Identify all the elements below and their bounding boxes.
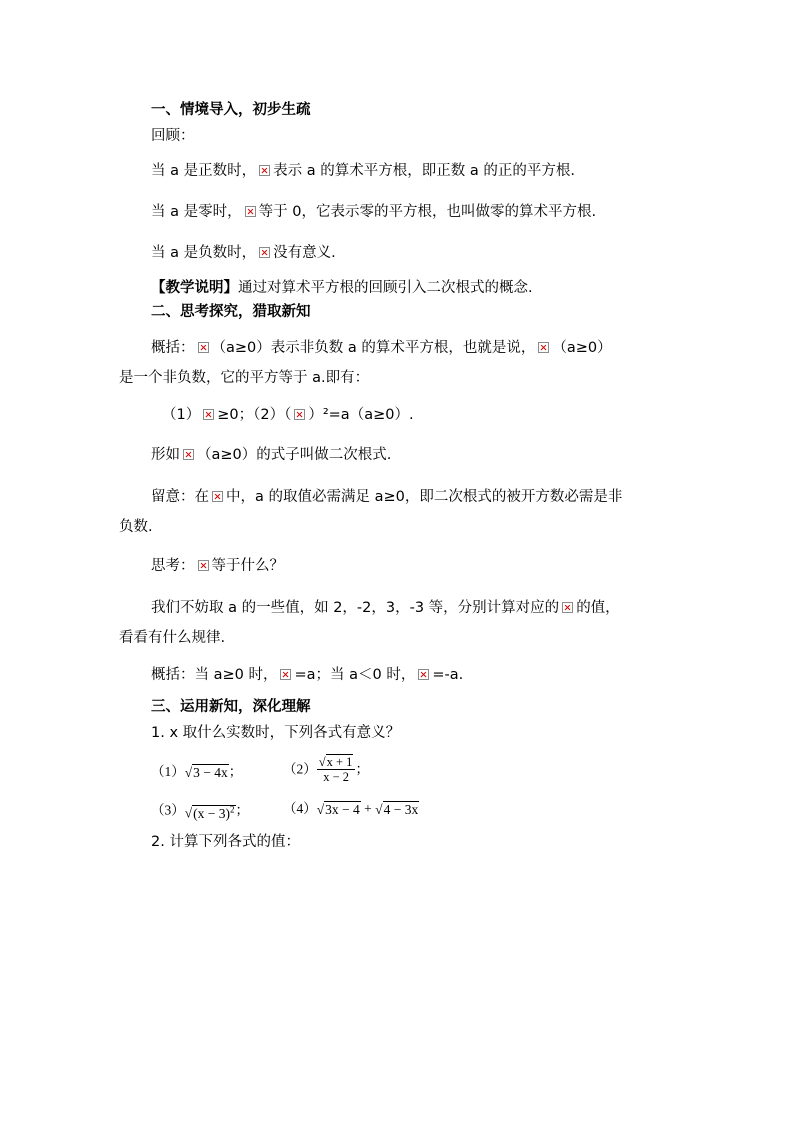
section-1-heading: 一、情境导入，初步生疏 xyxy=(151,102,311,118)
q1-item-4 xyxy=(283,800,419,819)
q1-item-3-label: （3） xyxy=(151,802,185,818)
case-positive-text: 表示 a 的算术平方根，即正数 a 的正的平方根. xyxy=(273,163,575,179)
radicand xyxy=(192,805,235,821)
summary-2-mid: =a；当 a＜0 时， xyxy=(294,667,416,683)
case-zero xyxy=(151,203,596,221)
explore-line-1 xyxy=(151,599,620,617)
broken-image-icon xyxy=(198,560,209,571)
sqrt-expression: √3x − 4 xyxy=(316,801,360,817)
q1-item-1 xyxy=(151,763,242,782)
summary-1-line-2: 是一个非负数，它的平方等于 a.即有： xyxy=(119,370,370,386)
broken-image-icon xyxy=(183,449,194,460)
summary-1-text: （a≥0）表示非负数 a 的算术平方根，也就是说， xyxy=(211,340,536,356)
teaching-note-text: 通过对算术平方根的回顾引入二次根式的概念. xyxy=(238,280,533,296)
explore-line-2: 看看有什么规律. xyxy=(119,630,226,646)
explore-tail: 的值， xyxy=(576,600,620,616)
q1-item-3-end: ； xyxy=(235,802,250,818)
caution-text: 中，a 的取值必需满足 a≥0，即二次根式的被开方数必需是非 xyxy=(226,489,623,505)
broken-image-icon xyxy=(259,247,270,258)
property-1-label: （1） xyxy=(162,407,201,423)
broken-image-icon xyxy=(418,669,429,680)
teaching-note xyxy=(151,279,533,297)
case-positive xyxy=(151,162,575,180)
q1-item-2-end: ； xyxy=(355,761,369,777)
summary-2-lead: 概括：当 a≥0 时， xyxy=(151,667,278,683)
caution-line-2: 负数. xyxy=(119,519,153,535)
radicand-base: (x − 3) xyxy=(193,805,231,821)
numerator: √x + 1 xyxy=(317,755,356,770)
summary-2-end: =-a. xyxy=(432,667,464,683)
broken-image-icon xyxy=(245,206,256,217)
case-negative-lead: 当 a 是负数时， xyxy=(151,245,257,261)
section-2-heading: 二、思考探究，猎取新知 xyxy=(151,304,311,320)
broken-image-icon xyxy=(203,409,214,420)
definition-lead: 形如 xyxy=(151,447,180,463)
definition xyxy=(151,446,391,464)
think-question xyxy=(151,557,284,575)
section-3-heading: 三、运用新知，深化理解 xyxy=(151,699,311,715)
case-negative-text: 没有意义. xyxy=(273,245,336,261)
plus-sign: + xyxy=(364,801,372,816)
q1-item-1-end: ； xyxy=(228,764,243,779)
properties xyxy=(162,406,414,424)
numerator-radicand: x + 1 xyxy=(326,755,353,769)
think-text: 等于什么？ xyxy=(211,558,284,574)
q1-item-4-label: （4） xyxy=(283,801,317,816)
summary-1-line-1 xyxy=(151,339,612,357)
broken-image-icon xyxy=(212,491,223,502)
case-zero-text: 等于 0，它表示零的平方根，也叫做零的算术平方根. xyxy=(258,204,597,220)
sqrt-expression: √4 − 3x xyxy=(375,801,419,817)
q1-item-3 xyxy=(151,800,249,823)
q1-item-2 xyxy=(283,755,369,784)
exponent: 2 xyxy=(230,804,235,814)
broken-image-icon xyxy=(280,669,291,680)
broken-image-icon xyxy=(294,409,305,420)
definition-text: （a≥0）的式子叫做二次根式. xyxy=(197,447,392,463)
broken-image-icon xyxy=(198,342,209,353)
summary-1-cond: （a≥0） xyxy=(552,340,612,356)
think-lead: 思考： xyxy=(151,558,195,574)
teaching-note-tag: 【教学说明】 xyxy=(151,280,238,296)
sqrt-expression: √3 − 4x xyxy=(184,764,228,780)
question-1: 1. x 取什么实数时，下列各式有意义？ xyxy=(151,725,401,741)
radicand: 4 − 3x xyxy=(383,801,419,817)
question-2: 2. 计算下列各式的值： xyxy=(151,834,300,850)
explore-text: 我们不妨取 a 的一些值，如 2，-2，3，-3 等，分别计算对应的 xyxy=(151,600,560,616)
broken-image-icon xyxy=(259,165,270,176)
case-negative xyxy=(151,244,336,262)
case-zero-lead: 当 a 是零时， xyxy=(151,204,242,220)
property-2-text: ）²=a（a≥0）. xyxy=(308,407,414,423)
denominator: x − 2 xyxy=(323,770,349,784)
case-positive-lead: 当 a 是正数时， xyxy=(151,163,257,179)
q1-item-1-label: （1） xyxy=(151,764,185,779)
broken-image-icon xyxy=(562,602,573,613)
caution-lead: 留意：在 xyxy=(151,489,209,505)
broken-image-icon xyxy=(538,342,549,353)
q1-item-2-label: （2） xyxy=(283,761,317,777)
sqrt-expression: $√(x - 3)^2$ xyxy=(184,804,235,821)
radicand: 3x − 4 xyxy=(325,801,360,817)
summary-1-lead: 概括： xyxy=(151,340,195,356)
radicand: 3 − 4x xyxy=(193,764,228,780)
fraction xyxy=(317,755,356,784)
property-2-label: ≥0；（2）（ xyxy=(217,407,292,423)
summary-2 xyxy=(151,666,463,684)
caution-line-1 xyxy=(151,488,622,506)
review-label: 回顾： xyxy=(151,128,195,144)
